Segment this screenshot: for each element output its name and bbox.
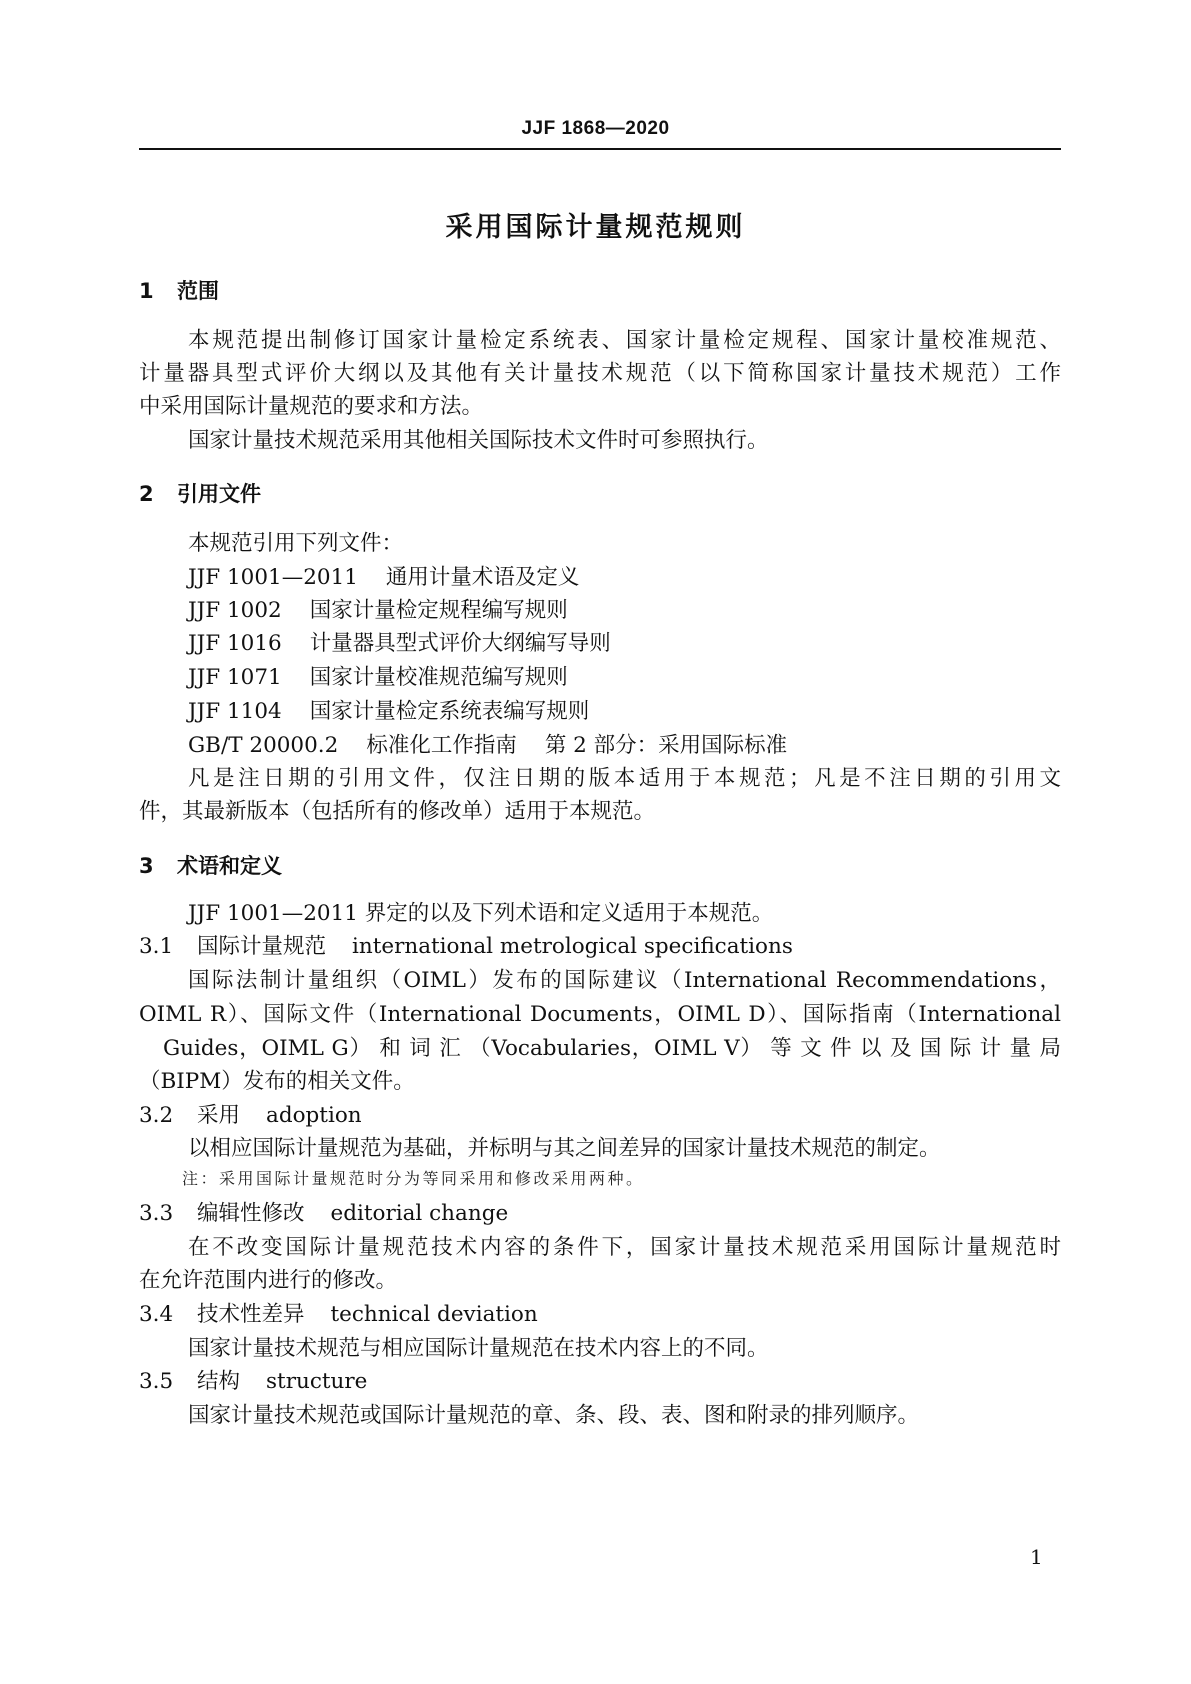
page-number: 1 [1030, 1545, 1043, 1569]
header-rule [139, 148, 1061, 150]
standard-code-header: JJF 1868—2020 [521, 118, 670, 139]
term-en: technical deviation [330, 1302, 538, 1327]
term-zh: 结构 [197, 1369, 241, 1394]
reference-title: 标准化工作指南 [366, 733, 517, 758]
term-entry-3-1 [139, 932, 1061, 962]
reference-item [188, 663, 1061, 693]
paragraph-line: 本规范引用下列文件： [188, 531, 404, 556]
term-entry-3-5 [139, 1367, 1061, 1397]
reference-title: 国家计量检定系统表编写规则 [309, 699, 590, 724]
reference-title: 国家计量校准规范编写规则 [309, 665, 568, 690]
paragraph-line: 国家计量技术规范采用其他相关国际技术文件时可参照执行。 [188, 428, 769, 453]
term-number: 3.1 [139, 934, 174, 959]
section-number: 1 [139, 279, 154, 303]
paragraph-line: 中采用国际计量规范的要求和方法。 [139, 394, 484, 419]
term-note: 注：采用国际计量规范时分为等同采用和修改采用两种。 [182, 1169, 645, 1188]
document-title: 采用国际计量规范规则 [445, 212, 746, 243]
definition-line: 国家计量技术规范或国际计量规范的章、条、段、表、图和附录的排列顺序。 [188, 1403, 920, 1428]
section-number: 3 [139, 854, 154, 878]
reference-title: 通用计量术语及定义 [385, 565, 580, 590]
reference-code: JJF 1001—2011 [188, 565, 358, 590]
term-number: 3.4 [139, 1302, 174, 1327]
paragraph-line: 凡是注日期的引用文件，仅注日期的版本适用于本规范；凡是不注日期的引用文 [188, 766, 1061, 791]
term-number: 3.5 [139, 1369, 174, 1394]
reference-code: JJF 1104 [188, 699, 282, 724]
term-entry-3-4 [139, 1300, 1061, 1330]
reference-title: 国家计量检定规程编写规则 [309, 598, 568, 623]
term-en: adoption [266, 1103, 362, 1128]
section-heading-scope [139, 276, 219, 306]
term-number: 3.2 [139, 1103, 174, 1128]
term-number: 3.3 [139, 1201, 174, 1226]
definition-line: Guides，OIML G） 和 词 汇 （Vocabularies，OIML V） 等 文 件 以 及 国 际 计 量 局 [163, 1036, 1061, 1061]
term-entry-3-3 [139, 1199, 1061, 1229]
section-title: 术语和定义 [177, 854, 282, 878]
term-zh: 编辑性修改 [197, 1201, 305, 1226]
term-zh: 技术性差异 [197, 1302, 305, 1327]
section-heading-terms [139, 851, 282, 881]
reference-item [188, 697, 1061, 727]
paragraph-line: 计量器具型式评价大纲以及其他有关计量技术规范（以下简称国家计量技术规范）工作 [139, 361, 1061, 386]
definition-line: （BIPM）发布的相关文件。 [139, 1069, 415, 1094]
definition-line: 以相应国际计量规范为基础，并标明与其之间差异的国家计量技术规范的制定。 [188, 1136, 941, 1161]
reference-code: JJF 1002 [188, 598, 282, 623]
definition-line: 在不改变国际计量规范技术内容的条件下，国家计量技术规范采用国际计量规范时 [188, 1235, 1061, 1260]
paragraph-line: 件，其最新版本（包括所有的修改单）适用于本规范。 [139, 799, 656, 824]
term-zh: 采用 [197, 1103, 241, 1128]
term-entry-3-2 [139, 1101, 1061, 1131]
definition-line: OIML R）、国际文件（International Documents，OIML D）、国际指南（International [139, 1002, 1061, 1027]
term-en: structure [266, 1369, 368, 1394]
definition-line: 在允许范围内进行的修改。 [139, 1268, 398, 1293]
section-heading-references [139, 479, 261, 509]
section-title: 引用文件 [177, 482, 261, 506]
reference-code: JJF 1071 [188, 665, 282, 690]
paragraph-line: JJF 1001—2011 界定的以及下列术语和定义适用于本规范。 [188, 901, 774, 926]
reference-item [188, 563, 1061, 593]
definition-line: 国际法制计量组织（OIML）发布的国际建议（International Recommendations， [188, 968, 1061, 993]
reference-title: 计量器具型式评价大纲编写导则 [309, 631, 611, 656]
section-title: 范围 [177, 279, 219, 303]
term-zh: 国际计量规范 [197, 934, 327, 959]
definition-line: 国家计量技术规范与相应国际计量规范在技术内容上的不同。 [188, 1336, 769, 1361]
reference-item [188, 629, 1061, 659]
term-en: editorial change [330, 1201, 509, 1226]
reference-code: GB/T 20000.2 [188, 733, 339, 758]
reference-item [188, 596, 1061, 626]
section-number: 2 [139, 482, 154, 506]
reference-code: JJF 1016 [188, 631, 282, 656]
paragraph-line: 本规范提出制修订国家计量检定系统表、国家计量检定规程、国家计量校准规范、 [188, 328, 1061, 353]
term-en: international metrological specifications [352, 934, 793, 959]
reference-part: 第 2 部分：采用国际标准 [544, 733, 788, 758]
reference-item [188, 731, 1061, 761]
